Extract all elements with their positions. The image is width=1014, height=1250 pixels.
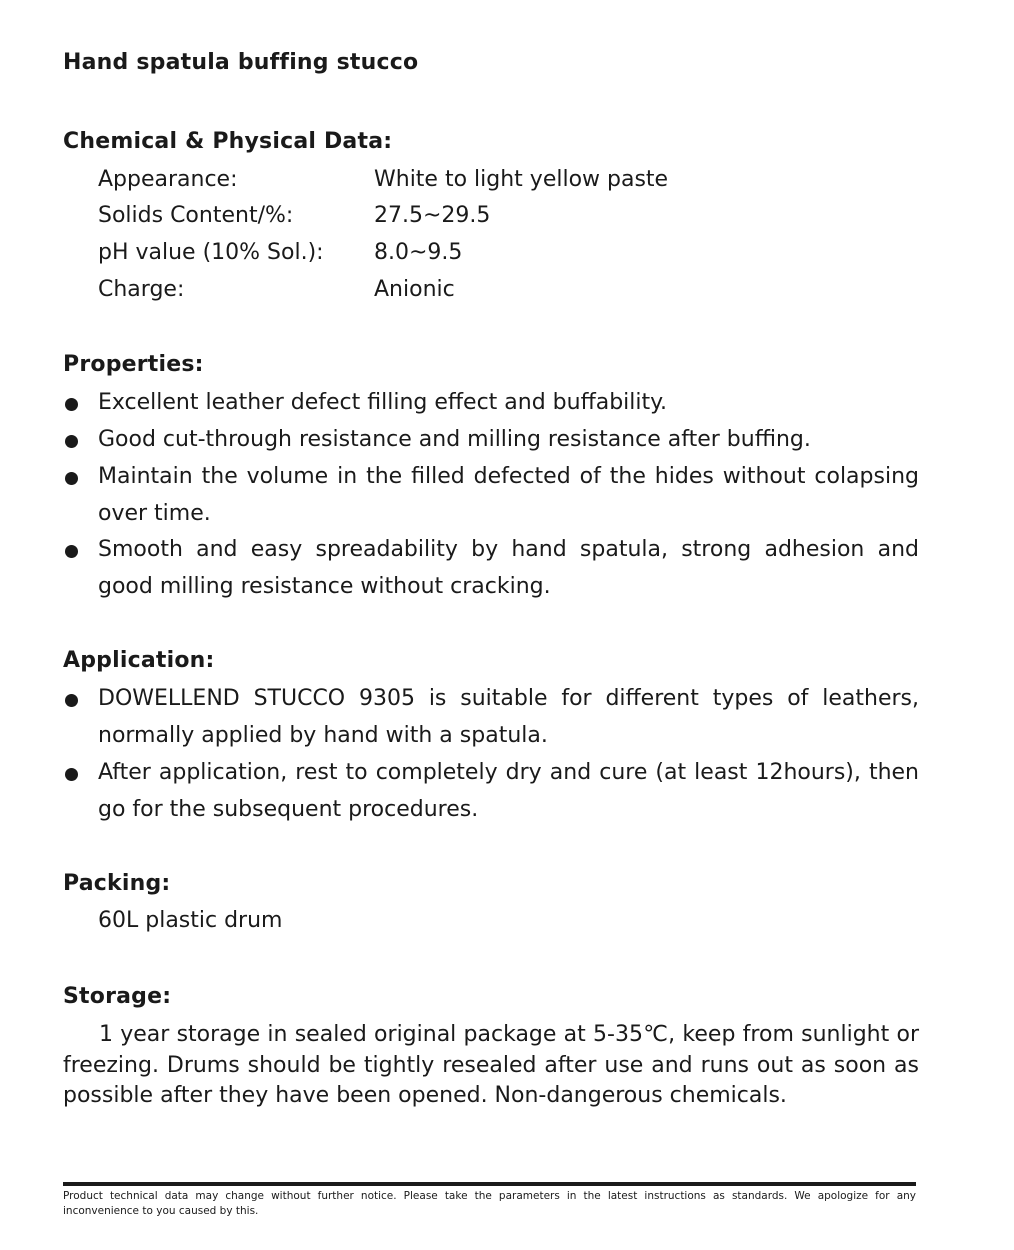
list-item [63,421,919,458]
bullet-icon [65,398,78,411]
data-label: Appearance: [98,167,238,192]
bullet-icon [65,694,78,707]
footer-disclaimer: Product technical data may change without further notice. Please take the parameters in the latest instructions as standards. We apologize for any inconvenience to you caused by this. [63,1190,916,1217]
list-item-text: Excellent leather defect filling effect and buffability. [98,390,668,415]
list-item [63,680,919,754]
properties-heading: Properties: [63,352,204,377]
packing-text: 60L plastic drum [98,908,283,933]
bullet-icon [65,472,78,485]
packing-heading: Packing: [63,871,171,896]
list-item-text: After application, rest to completely dry and cure (at least 12hours), then go for the subsequent procedures. [98,760,919,822]
document-title: Hand spatula buffing stucco [63,50,419,75]
bullet-icon [65,768,78,781]
data-value: 27.5~29.5 [374,203,491,228]
data-value: White to light yellow paste [374,167,669,192]
data-row-appearance [98,167,668,192]
bullet-icon [65,435,78,448]
list-item-text: Maintain the volume in the filled defected of the hides without colapsing over time. [98,464,919,526]
list-item [63,754,919,828]
list-item [63,531,919,605]
list-item [63,384,919,421]
list-item [63,458,919,532]
data-value: Anionic [374,277,455,302]
footer-divider [63,1182,916,1186]
storage-heading: Storage: [63,984,172,1009]
data-label: Charge: [98,277,185,302]
data-row-solids-content [98,203,490,228]
storage-text: 1 year storage in sealed original package at 5-35℃, keep from sunlight or freezing. Drums should be tightly resealed after use and runs out as soon as possible after they have been opened. Non-dangerous chemicals. [63,1022,919,1108]
list-item-text: Good cut-through resistance and milling resistance after buffing. [98,427,811,452]
data-row-ph-value [98,240,462,265]
data-row-charge [98,277,455,302]
list-item-text: Smooth and easy spreadability by hand spatula, strong adhesion and good milling resistance without cracking. [98,537,919,599]
data-value: 8.0~9.5 [374,240,463,265]
list-item-text: DOWELLEND STUCCO 9305 is suitable for different types of leathers, normally applied by hand with a spatula. [98,686,919,748]
application-heading: Application: [63,648,215,673]
chemical-data-heading: Chemical & Physical Data: [63,129,393,154]
data-label: Solids Content/%: [98,203,294,228]
data-label: pH value (10% Sol.): [98,240,324,265]
bullet-icon [65,545,78,558]
